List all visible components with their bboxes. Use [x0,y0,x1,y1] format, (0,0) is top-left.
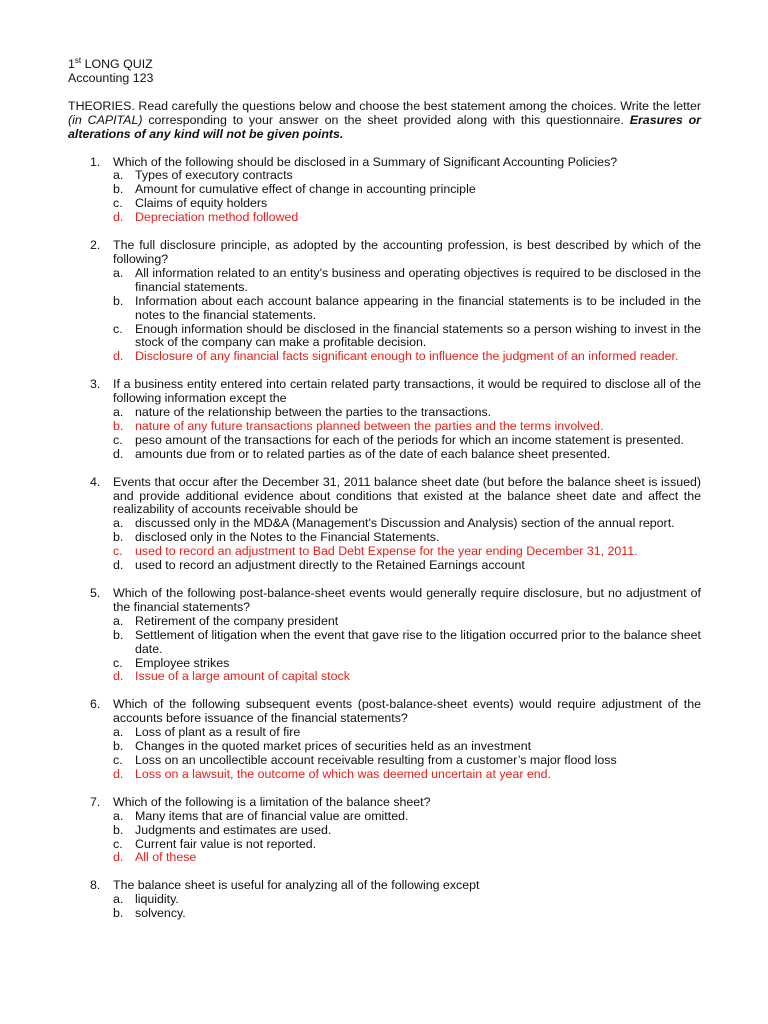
choice-letter: b. [113,906,124,921]
choice-b [113,295,701,323]
choice-text: Loss on a lawsuit, the outcome of which was deemed uncertain at year end. [135,766,552,781]
choice-d [113,448,701,462]
choice-c [113,197,701,211]
choice-list [113,169,701,225]
question-number: 6. [90,697,101,712]
choice-c-answer [113,545,701,559]
choice-letter: c. [113,655,123,670]
choice-text: discussed only in the MD&A (Management's Discussion and Analysis) section of the annual report. [135,516,675,531]
choice-a [113,615,701,629]
quiz-title [68,58,701,72]
question-text: Events that occur after the December 31, 2011 balance sheet date (but before the balance sheet is issued) and provide additional evidence about conditions that existed at the balance sheet date and affect the realizability of accounts receivable should be [113,474,701,517]
question-8 [68,879,701,921]
choice-text: Loss of plant as a result of fire [135,725,301,740]
question-number: 7. [90,794,101,809]
choice-text: Retirement of the company president [135,613,339,628]
choice-a [113,726,701,740]
choice-text: nature of any future transactions planned between the parties and the terms involved. [135,418,604,433]
choice-text: disclosed only in the Notes to the Financial Statements. [135,530,440,545]
choice-letter: a. [113,892,124,907]
choice-text: amounts due from or to related parties as of the date of each balance sheet presented. [135,446,611,461]
title-number: 1 [68,57,75,71]
choice-d-answer [113,851,701,865]
choice-letter: b. [113,822,124,837]
question-number: 4. [90,474,101,489]
question-5 [68,587,701,684]
question-2 [68,239,701,364]
question-number: 1. [90,154,101,169]
choice-letter: a. [113,808,124,823]
question-4 [68,476,701,573]
choice-text: Settlement of litigation when the event that gave rise to the litigation occurred prior to the balance sheet date. [135,627,701,656]
choice-list [113,615,701,685]
choice-letter: c. [113,321,123,336]
choice-letter: a. [113,405,124,420]
choice-text: Employee strikes [135,655,230,670]
choice-b-answer [113,420,701,434]
choice-a [113,517,701,531]
choice-letter: a. [113,516,124,531]
choice-letter: d. [113,558,124,573]
choice-c [113,657,701,671]
question-text: Which of the following is a limitation of the balance sheet? [113,794,431,809]
question-3 [68,378,701,461]
choice-letter: c. [113,752,123,767]
choice-text: Enough information should be disclosed in the financial statements so a person wishing to invest in the stock of the company can make a profitable decision. [135,321,701,350]
choice-text: Many items that are of financial value are omitted. [135,808,409,823]
instructions-text-2: corresponding to your answer on the sheet provided along with this questionnaire. [142,112,630,127]
choice-letter: c. [113,196,123,211]
course-subtitle: Accounting 123 [68,70,154,85]
choice-text: Changes in the quoted market prices of securities held as an investment [135,739,532,754]
choice-text: All information related to an entity's business and operating objectives is required to be disclosed in the financial statements. [135,265,701,294]
choice-a [113,810,701,824]
choice-text: used to record an adjustment directly to the Retained Earnings account [135,558,525,573]
choice-list [113,893,701,921]
choice-text: used to record an adjustment to Bad Debt Expense for the year ending December 31, 2011. [135,544,638,559]
choice-d-answer [113,768,701,782]
question-text: Which of the following post-balance-sheet events would generally require disclosure, but no adjustment of the financial statements? [113,586,701,614]
choice-letter: d. [113,446,124,461]
choice-d-answer [113,350,701,364]
question-text: The balance sheet is useful for analyzing all of the following except [113,878,480,893]
choice-b [113,183,701,197]
choice-letter: a. [113,613,124,628]
question-text: The full disclosure principle, as adopted by the accounting profession, is best described by which of the following? [113,238,701,266]
choice-text: Amount for cumulative effect of change in accounting principle [135,182,476,197]
choice-c [113,754,701,768]
quiz-document [68,58,701,935]
choice-letter: b. [113,627,124,642]
choice-b [113,907,701,921]
choice-text: Current fair value is not reported. [135,836,317,851]
choice-letter: b. [113,182,124,197]
choice-c [113,838,701,852]
instructions-label: THEORIES. [68,98,135,113]
title-superscript: st [74,56,82,65]
choice-text: nature of the relationship between the parties to the transactions. [135,405,492,420]
question-number: 3. [90,377,101,392]
title-text: LONG QUIZ [81,57,153,71]
choice-letter: d. [113,766,124,781]
choice-b [113,531,701,545]
instructions-text-1: Read carefully the questions below and choose the best statement among the choices. Write the letter [134,98,701,113]
choice-a [113,406,701,420]
question-text: If a business entity entered into certain related party transactions, it would be required to disclose all of the following information except the [113,377,701,406]
choice-text: Types of executory contracts [135,168,293,183]
choice-letter: d. [113,349,124,364]
choice-letter: c. [113,432,123,447]
choice-text: peso amount of the transactions for each of the periods for which an income statement is presented. [135,432,684,447]
choice-d-answer [113,211,701,225]
choice-list [113,406,701,462]
choice-letter: c. [113,836,123,851]
choice-letter: b. [113,739,124,754]
choice-text: Issue of a large amount of capital stock [135,669,350,684]
question-number: 2. [90,238,101,253]
choice-list [113,726,701,782]
choice-d [113,559,701,573]
question-text: Which of the following should be disclosed in a Summary of Significant Accounting Policies? [113,154,618,169]
question-1 [68,156,701,226]
choice-b [113,740,701,754]
choice-letter: d. [113,210,124,225]
instructions-italic: (in CAPITAL) [68,112,143,127]
choice-letter: b. [113,293,124,308]
choice-c [113,323,701,351]
choice-text: Judgments and estimates are used. [135,822,332,837]
choice-text: Information about each account balance appearing in the financial statements is to be included in the notes to the financial statements. [135,293,701,322]
choice-a [113,893,701,907]
choice-b [113,824,701,838]
choice-list [113,267,701,364]
choice-text: Depreciation method followed [135,210,299,225]
choice-text: Claims of equity holders [135,196,268,211]
choice-d-answer [113,670,701,684]
choice-letter: c. [113,544,123,559]
question-6 [68,698,701,781]
choice-letter: b. [113,418,124,433]
instructions [68,100,701,142]
choice-text: Disclosure of any financial facts significant enough to influence the judgment of an informed reader. [135,349,679,364]
choice-a [113,267,701,295]
choice-letter: d. [113,669,124,684]
choice-letter: a. [113,725,124,740]
choice-b [113,629,701,657]
instructions-warning: Erasures or alterations of any kind will not be given points. [68,112,701,141]
choice-c [113,434,701,448]
choice-list [113,810,701,866]
choice-text: solvency. [135,906,186,921]
choice-list [113,517,701,573]
choice-letter: d. [113,850,124,865]
choice-text: All of these [135,850,197,865]
question-number: 8. [90,878,101,893]
choice-text: Loss on an uncollectible account receivable resulting from a customer’s major flood loss [135,752,617,767]
choice-letter: a. [113,265,124,280]
choice-letter: a. [113,168,124,183]
choice-text: liquidity. [135,892,179,907]
choice-letter: b. [113,530,124,545]
question-list [68,156,701,922]
question-7 [68,796,701,866]
question-number: 5. [90,586,101,600]
choice-a [113,169,701,183]
question-text: Which of the following subsequent events (post-balance-sheet events) would require adjustment of the accounts before issuance of the financial statements? [113,697,701,726]
